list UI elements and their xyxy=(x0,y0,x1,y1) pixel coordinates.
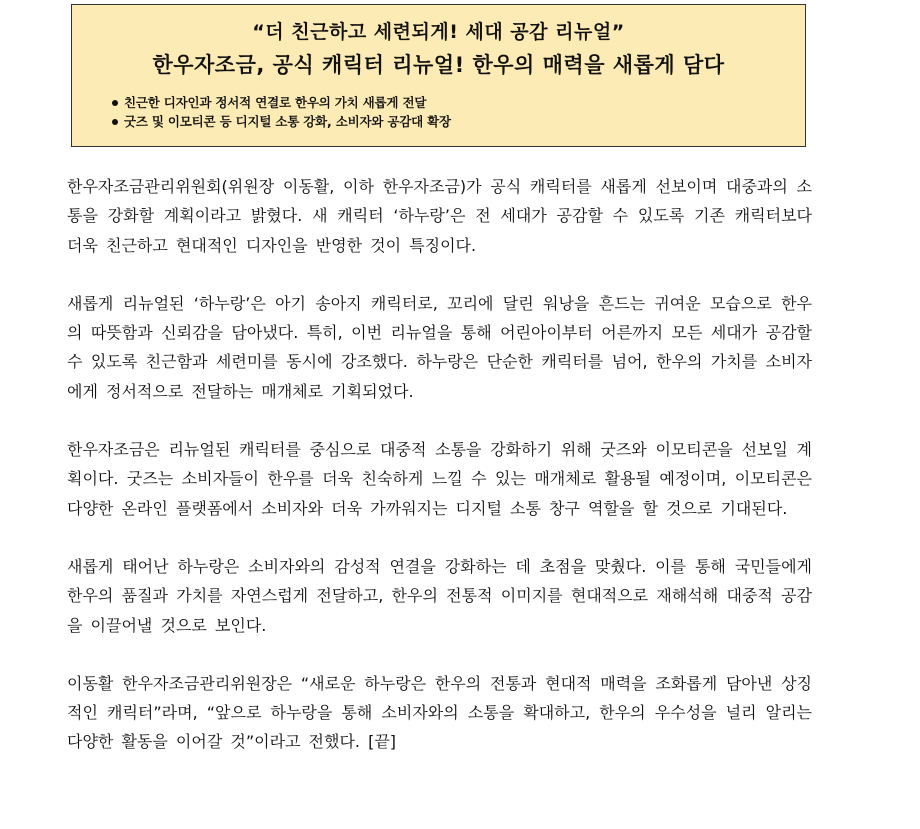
bullet-dot-icon xyxy=(112,119,118,125)
headline-title-line1: “더 친근하고 세련되게! 세대 공감 리뉴얼” xyxy=(252,21,625,43)
headline-bullet-text: 친근한 디자인과 정서적 연결로 한우의 가치 새롭게 전달 xyxy=(124,95,427,110)
headline-box xyxy=(71,4,806,147)
article-paragraph: 이동활 한우자조금관리위원장은 “새로운 하누랑은 한우의 전통과 현대적 매력을 조화롭게 담아낸 상징적인 캐릭터”라며, “앞으로 하누랑을 통해 소비자와의 소통을 확대하고, 한우의 우수성을 널리 알리는 다양한 활동을 이어갈 것”이라고 전했다. [끝] xyxy=(67,673,812,752)
headline-title-line2: 한우자조금, 공식 캐릭터 리뉴얼! 한우의 매력을 새롭게 담다 xyxy=(152,53,725,77)
headline-bullet-list xyxy=(112,93,451,131)
bullet-dot-icon xyxy=(112,100,118,106)
headline-bullet-text: 굿즈 및 이모티콘 등 디지털 소통 강화, 소비자와 공감대 확장 xyxy=(124,114,451,129)
headline-bullet xyxy=(112,93,451,112)
article-paragraph: 새롭게 태어난 하누랑은 소비자와의 감성적 연결을 강화하는 데 초점을 맞췄다. 이를 통해 국민들에게 한우의 품질과 가치를 자연스럽게 전달하고, 한우의 전통적 이미지를 현대적으로 재해석해 대중적 공감을 이끌어낼 것으로 보인다. xyxy=(67,556,812,635)
headline-bullet xyxy=(112,112,451,131)
article-paragraph: 한우자조금관리위원회(위원장 이동활, 이하 한우자조금)가 공식 캐릭터를 새롭게 선보이며 대중과의 소통을 강화할 계획이라고 밝혔다. 새 캐릭터 ‘하누랑’은 전 세대가 공감할 수 있도록 기존 캐릭터보다 더욱 친근하고 현대적인 디자인을 반영한 것이 특징이다. xyxy=(67,177,812,255)
article-paragraph: 한우자조금은 리뉴얼된 캐릭터를 중심으로 대중적 소통을 강화하기 위해 굿즈와 이모티콘을 선보일 계획이다. 굿즈는 소비자들이 한우를 더욱 친숙하게 느낄 수 있는 매개체로 활용될 예정이며, 이모티콘은 다양한 온라인 플랫폼에서 소비자와 더욱 가까워지는 디지털 소통 창구 역할을 할 것으로 기대된다. xyxy=(67,440,812,518)
article-body xyxy=(67,172,812,786)
article-paragraph: 새롭게 리뉴얼된 ‘하누랑’은 아기 송아지 캐릭터로, 꼬리에 달린 워낭을 흔드는 귀여운 모습으로 한우의 따뜻함과 신뢰감을 담아냈다. 특히, 이번 리뉴얼을 통해 어린아이부터 어른까지 모든 세대가 공감할 수 있도록 친근함과 세련미를 동시에 강조했다. 하누랑은 단순한 캐릭터를 넘어, 한우의 가치를 소비자에게 정서적으로 전달하는 매개체로 기획되었다. xyxy=(67,293,812,401)
